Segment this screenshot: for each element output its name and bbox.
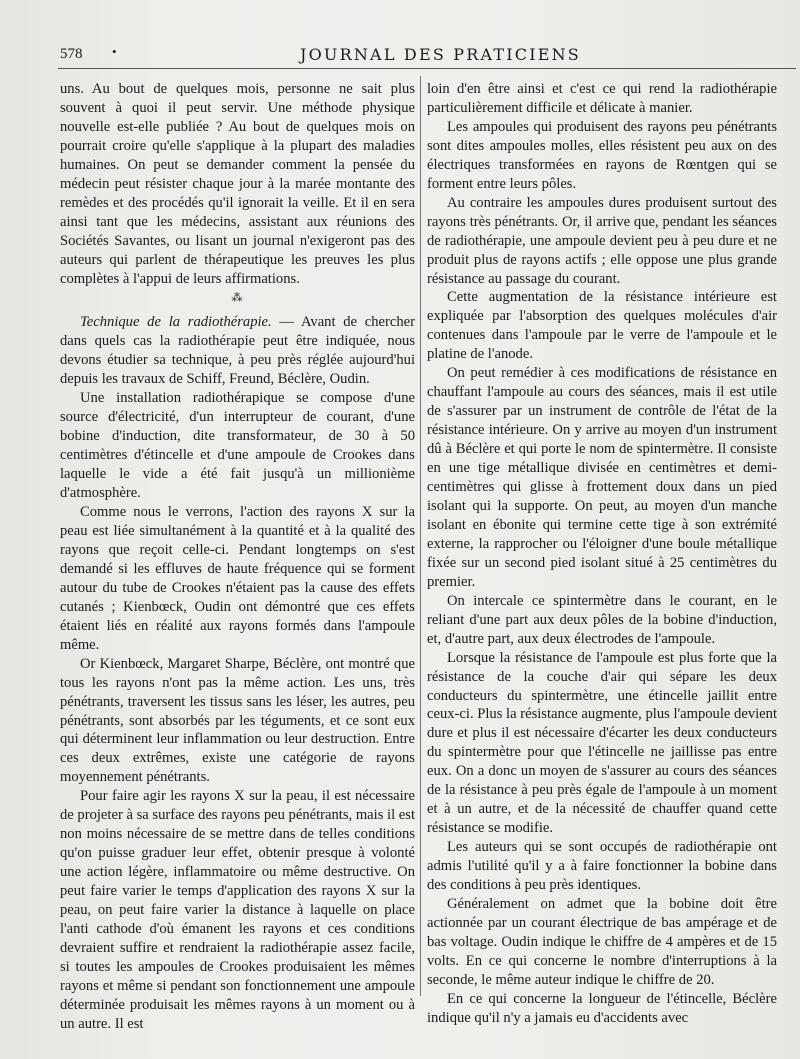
right-column	[427, 80, 777, 1028]
header-rule	[58, 68, 796, 69]
paragraph: On intercale ce spintermètre dans le courant, en le reliant d'une part aux deux pôles de la bobine d'induction, et, d'autre part, aux deux électrodes de l'ampoule.	[427, 592, 777, 647]
section-title: Technique de la radiothérapie.	[80, 314, 272, 331]
paragraph: Lorsque la résistance de l'ampoule est plus forte que la résistance de la couche d'air qui sépare les deux conducteurs du spintermètre, une étincelle jaillit entre ceux-ci. Plus la résistance augmente, plus l'ampoule devient dure et plus il est nécessaire d'écarter les deux conducteurs du spintermètre pour que l'étincelle ne jaillisse pas entre eux. On a donc un moyen de s'assurer au cours des séances de la résistance à peu près égale de l'ampoule à un moment et à un autre, et de la nécessité de chauffer quand cette résistance se modifie.	[427, 649, 777, 837]
paragraph: Comme nous le verrons, l'action des rayons X sur la peau est liée simultanément à la quantité et à la qualité des rayons que reçoit celle-ci. Pendant longtemps on s'est demandé si les effluves de haute fréquence qui se forment autour du tube de Crookes n'étaient pas la cause des effets cutanés ; Kienbœck, Oudin ont démontré que ces effets étaient liés en réalité aux rayons formés dans l'ampoule même.	[60, 504, 415, 653]
paragraph: On peut remédier à ces modifications de résistance en chauffant l'ampoule au cours des séances, mais il est utile de s'assurer par un instrument de contrôle de l'état de la résistance intérieure. On y arrive au moyen d'un instrument dû à Béclère et qui porte le nom de spintermètre. Il consiste en une tige métallique divisée en centimètres et demi-centimètres qui glisse à frottement doux dans un pied isolant qui la supporte. On peut, au moyen d'un manche isolant en ébonite qui termine cette tige à son extrémité externe, la rapprocher ou l'éloigner d'une boule métallique fixée sur un second pied isolant situé à 25 centimètres du premier.	[427, 365, 777, 590]
paragraph: loin d'en être ainsi et c'est ce qui rend la radiothérapie particulièrement difficile et délicate à manier.	[427, 81, 777, 116]
paragraph: Or Kienbœck, Margaret Sharpe, Béclère, ont montré que tous les rayons n'ont pas la même action. Les uns, très pénétrants, traversent les tissus sans les léser, les autres, peu pénétrants, sont absorbés par les téguments, et ce sont eux qui déterminent leur inflammation ou leur destruction. Entre ces deux extrêmes, existe une catégorie de rayons moyennement pénétrants.	[60, 655, 415, 786]
section-separator: ⁂	[231, 292, 244, 305]
paragraph: Cette augmentation de la résistance intérieure est expliquée par l'absorption des quelques molécules d'air contenues dans l'ampoule par le verre de l'ampoule et le platine de l'anode.	[427, 289, 777, 363]
paragraph: Les auteurs qui se sont occupés de radiothérapie ont admis l'utilité qu'il y a à faire fonctionner la bobine dans des conditions à peu près identiques.	[427, 839, 777, 894]
paragraph: En ce qui concerne la longueur de l'étincelle, Béclère indique qu'il n'y a jamais eu d'accidents avec	[427, 990, 777, 1026]
left-column	[60, 80, 415, 1034]
page-header	[60, 42, 792, 68]
header-separator: •	[112, 44, 117, 59]
paragraph-technique	[60, 313, 415, 389]
journal-title: JOURNAL DES PRATICIENS	[300, 45, 581, 64]
paragraph: Au contraire les ampoules dures produisent surtout des rayons très pénétrants. Or, il arrive que, pendant les séances de radiothérapie, une ampoule devient peu à peu dure et ne produit plus de rayons actifs ; elle oppose une plus grande résistance au passage du courant.	[427, 194, 777, 287]
paragraph: Pour faire agir les rayons X sur la peau, il est nécessaire de projeter à sa surface des rayons peu pénétrants, mais il est non moins nécessaire de se mettre dans de telles conditions qu'on puisse graduer leur effet, obtenir presque à volonté une action légère, inflammatoire ou même destructive. On peut faire varier le temps d'application des rayons X sur la peau, on peut faire varier la distance à laquelle on place l'anti cathode d'où émanent les rayons et ces conditions devraient suffire et rendraient la radiothérapie assez facile, si toutes les ampoules de Crookes produisaient les mêmes rayons et même si pendant son fonctionnement une ampoule déterminée produisait les mêmes rayons à un moment ou à un autre. Il est	[60, 788, 415, 1032]
paragraph: Généralement on admet que la bobine doit être actionnée par un courant électrique de bas ampérage et de bas voltage. Oudin indique le chiffre de 4 ampères et de 15 volts. En ce qui concerne le nombre d'interruptions à la seconde, le même auteur indique le chiffre de 20.	[427, 895, 777, 988]
column-divider	[420, 76, 421, 996]
paragraph: uns. Au bout de quelques mois, personne ne sait plus souvent à quoi il peut servir. Une méthode physique nouvelle est-elle publiée ? Au bout de quelques mois on pourrait croire qu'elle s'applique à la plupart des maladies humaines. On peut se demander comment la pensée du médecin peut résister chaque jour à la marée montante des remèdes et des procédés qu'il ignorait la veille. Et il en sera ainsi tant que les médecins, assistant aux réunions des Sociétés Savantes, ou lisant un journal n'exigeront pas des auteurs qui parlent de thérapeutique les preuves les plus complètes à l'appui de leurs affirmations.	[60, 81, 415, 287]
paragraph: Une installation radiothérapique se compose d'une source d'électricité, d'un interrupteur de courant, d'une bobine d'induction, dite transformateur, de 30 à 50 centimètres d'étincelle et d'une ampoule de Crookes dans laquelle le vide a été fait jusqu'à un millionième d'atmosphère.	[60, 390, 415, 502]
page-number: 578	[60, 46, 83, 62]
paragraph-text: — Avant de chercher dans quels cas la radiothérapie peut être indiquée, nous devons étudier sa technique, à peu près réglée aujourd'hui depuis les travaux de Schiff, Freund, Béclère, Oudin.	[60, 314, 415, 388]
paragraph: Les ampoules qui produisent des rayons peu pénétrants sont dites ampoules molles, elles résistent peu aux on des électriques transformées en rayons de Rœntgen qui se forment entre leurs pôles.	[427, 118, 777, 192]
